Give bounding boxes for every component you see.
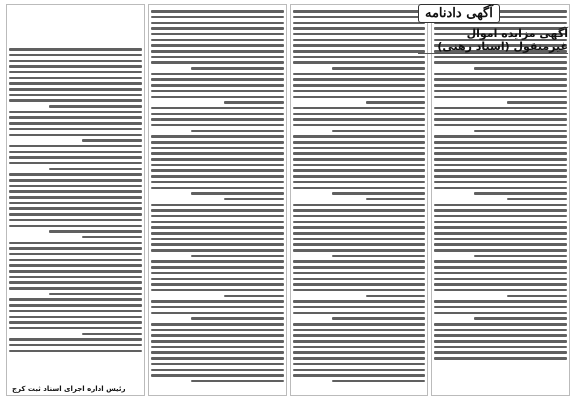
text-line	[9, 88, 142, 91]
column-4	[431, 4, 570, 396]
text-line	[151, 56, 284, 59]
text-line	[434, 84, 567, 87]
text-line	[151, 124, 284, 127]
signature-line: رئیس اداره اجرای اسناد ثبت کرج	[12, 385, 126, 393]
text-line	[366, 295, 426, 298]
text-line	[49, 293, 142, 296]
text-line	[293, 124, 426, 127]
text-line	[293, 272, 426, 275]
text-line	[151, 39, 284, 42]
text-line	[191, 130, 284, 133]
text-line	[434, 351, 567, 354]
text-line	[9, 54, 142, 57]
text-line	[9, 128, 142, 131]
text-line	[151, 73, 284, 76]
text-line	[151, 323, 284, 326]
text-line	[434, 181, 567, 184]
text-line	[293, 175, 426, 178]
text-line	[151, 141, 284, 144]
text-line	[9, 247, 142, 250]
text-line	[49, 105, 142, 108]
text-line	[293, 204, 426, 207]
text-line	[9, 225, 142, 228]
text-line	[434, 221, 567, 224]
text-line	[151, 107, 284, 110]
text-line	[293, 306, 426, 309]
text-line	[151, 113, 284, 116]
text-line	[434, 260, 567, 263]
text-line	[434, 357, 567, 360]
text-line	[151, 260, 284, 263]
text-line	[434, 90, 567, 93]
text-line	[151, 22, 284, 25]
text-line	[151, 204, 284, 207]
text-line	[9, 298, 142, 301]
text-line	[9, 270, 142, 273]
text-line	[507, 101, 567, 104]
text-line	[9, 99, 142, 102]
text-line	[293, 50, 426, 53]
text-line	[293, 363, 426, 366]
text-line	[293, 215, 426, 218]
text-line	[151, 147, 284, 150]
text-line	[293, 141, 426, 144]
text-line	[9, 219, 142, 222]
text-line	[151, 221, 284, 224]
text-line	[151, 209, 284, 212]
text-line	[9, 316, 142, 319]
text-line	[82, 236, 142, 239]
text-line	[151, 351, 284, 354]
text-line	[151, 300, 284, 303]
text-line	[474, 255, 567, 258]
text-line	[151, 10, 284, 13]
text-line	[293, 260, 426, 263]
text-line	[151, 238, 284, 241]
text-line	[434, 289, 567, 292]
text-line	[9, 94, 142, 97]
text-line	[293, 238, 426, 241]
text-line	[151, 169, 284, 172]
text-line	[9, 338, 142, 341]
text-line	[293, 73, 426, 76]
text-line	[9, 82, 142, 85]
text-line	[332, 255, 425, 258]
text-line	[293, 78, 426, 81]
text-line	[434, 266, 567, 269]
text-line	[293, 329, 426, 332]
text-line	[293, 300, 426, 303]
text-line	[9, 162, 142, 165]
text-line	[9, 287, 142, 290]
text-line	[49, 230, 142, 233]
text-line	[151, 158, 284, 161]
text-line	[224, 295, 284, 298]
text-line	[9, 116, 142, 119]
text-line	[293, 374, 426, 377]
text-line	[151, 84, 284, 87]
text-line	[9, 145, 142, 148]
text-line	[9, 344, 142, 347]
text-line	[151, 226, 284, 229]
text-line	[293, 232, 426, 235]
notice-title: آگهی مزایده اموال غیرمنقول (اسناد رهنی)	[418, 27, 568, 54]
text-line	[9, 253, 142, 256]
text-line	[434, 152, 567, 155]
text-line	[293, 334, 426, 337]
text-line	[332, 192, 425, 195]
text-line	[293, 278, 426, 281]
text-line	[434, 175, 567, 178]
text-line	[507, 295, 567, 298]
column-2	[148, 4, 287, 396]
text-line	[293, 147, 426, 150]
text-line	[332, 317, 425, 320]
text-line	[366, 198, 426, 201]
text-line	[151, 187, 284, 190]
text-line	[434, 300, 567, 303]
text-line	[9, 276, 142, 279]
text-line	[293, 44, 426, 47]
text-line	[9, 111, 142, 114]
text-line	[434, 141, 567, 144]
text-line	[434, 113, 567, 116]
text-line	[293, 187, 426, 190]
text-line	[191, 67, 284, 70]
text-line	[151, 152, 284, 155]
text-line	[434, 340, 567, 343]
text-line	[293, 61, 426, 64]
text-line	[293, 16, 426, 19]
text-line	[191, 380, 284, 383]
text-line	[191, 192, 284, 195]
text-line	[293, 226, 426, 229]
text-line	[434, 329, 567, 332]
text-line	[366, 101, 426, 104]
text-line	[434, 209, 567, 212]
text-line	[151, 329, 284, 332]
text-line	[332, 130, 425, 133]
text-line	[9, 327, 142, 330]
text-line	[434, 226, 567, 229]
text-line	[293, 22, 426, 25]
text-line	[9, 202, 142, 205]
text-line	[151, 266, 284, 269]
text-line	[434, 78, 567, 81]
text-line	[151, 118, 284, 121]
text-line	[151, 135, 284, 138]
text-line	[434, 158, 567, 161]
text-line	[293, 221, 426, 224]
text-line	[293, 84, 426, 87]
text-line	[9, 122, 142, 125]
text-line	[293, 33, 426, 36]
text-line	[151, 283, 284, 286]
text-line	[151, 272, 284, 275]
text-line	[9, 281, 142, 284]
text-line	[191, 317, 284, 320]
column-1	[6, 4, 145, 396]
text-line	[293, 243, 426, 246]
text-line	[191, 255, 284, 258]
text-line	[9, 185, 142, 188]
text-line	[293, 357, 426, 360]
text-line	[151, 357, 284, 360]
text-line	[151, 346, 284, 349]
text-line	[434, 73, 567, 76]
text-line	[293, 181, 426, 184]
text-line	[434, 323, 567, 326]
text-line	[293, 96, 426, 99]
text-line	[9, 156, 142, 159]
text-line	[9, 242, 142, 245]
text-line	[151, 215, 284, 218]
text-columns	[6, 4, 570, 396]
text-line	[293, 164, 426, 167]
text-line	[434, 346, 567, 349]
text-line	[293, 90, 426, 93]
text-line	[434, 164, 567, 167]
text-line	[434, 334, 567, 337]
text-line	[9, 77, 142, 80]
text-line	[151, 16, 284, 19]
text-line	[434, 215, 567, 218]
text-line	[82, 139, 142, 142]
text-line	[434, 312, 567, 315]
text-line	[9, 134, 142, 137]
text-line	[9, 213, 142, 216]
notice-header	[418, 4, 568, 54]
text-line	[293, 39, 426, 42]
text-line	[49, 168, 142, 171]
text-line	[9, 310, 142, 313]
text-line	[151, 44, 284, 47]
text-line	[293, 56, 426, 59]
text-line	[9, 196, 142, 199]
text-line	[151, 175, 284, 178]
text-line	[293, 351, 426, 354]
text-line	[151, 50, 284, 53]
text-line	[293, 118, 426, 121]
publication-label: آگهی دادنامه	[418, 4, 500, 23]
text-line	[151, 181, 284, 184]
text-line	[293, 249, 426, 252]
text-line	[293, 169, 426, 172]
text-line	[151, 249, 284, 252]
text-line	[9, 179, 142, 182]
text-line	[434, 283, 567, 286]
text-line	[293, 113, 426, 116]
text-line	[9, 65, 142, 68]
text-line	[9, 71, 142, 74]
text-line	[332, 67, 425, 70]
text-line	[151, 78, 284, 81]
text-line	[151, 96, 284, 99]
text-line	[434, 306, 567, 309]
text-line	[224, 198, 284, 201]
text-line	[293, 266, 426, 269]
text-line	[151, 61, 284, 64]
text-line	[332, 380, 425, 383]
text-line	[151, 243, 284, 246]
text-line	[474, 67, 567, 70]
text-line	[293, 340, 426, 343]
text-line	[434, 107, 567, 110]
text-line	[9, 173, 142, 176]
text-line	[9, 60, 142, 63]
column-3	[290, 4, 429, 396]
text-line	[151, 232, 284, 235]
text-line	[293, 107, 426, 110]
text-line	[293, 152, 426, 155]
text-line	[434, 249, 567, 252]
text-line	[507, 198, 567, 201]
text-line	[151, 306, 284, 309]
text-line	[293, 135, 426, 138]
text-line	[434, 272, 567, 275]
text-line	[434, 61, 567, 64]
text-line	[151, 289, 284, 292]
text-line	[151, 90, 284, 93]
text-line	[9, 264, 142, 267]
text-line	[151, 27, 284, 30]
text-line	[151, 374, 284, 377]
text-line	[434, 147, 567, 150]
text-line	[434, 232, 567, 235]
text-line	[9, 151, 142, 154]
text-line	[434, 169, 567, 172]
text-line	[434, 118, 567, 121]
text-line	[293, 289, 426, 292]
text-line	[9, 259, 142, 262]
text-line	[474, 192, 567, 195]
text-line	[293, 346, 426, 349]
text-line	[434, 56, 567, 59]
text-line	[9, 350, 142, 353]
text-line	[434, 238, 567, 241]
text-line	[9, 207, 142, 210]
text-line	[293, 312, 426, 315]
text-line	[9, 321, 142, 324]
text-line	[151, 369, 284, 372]
text-line	[434, 135, 567, 138]
text-line	[293, 27, 426, 30]
text-line	[434, 204, 567, 207]
text-line	[151, 340, 284, 343]
text-line	[9, 304, 142, 307]
text-line	[474, 130, 567, 133]
text-line	[151, 312, 284, 315]
text-line	[151, 334, 284, 337]
text-line	[434, 187, 567, 190]
text-line	[293, 10, 426, 13]
text-line	[293, 323, 426, 326]
text-line	[82, 333, 142, 336]
text-line	[224, 101, 284, 104]
text-line	[293, 158, 426, 161]
text-line	[474, 317, 567, 320]
text-line	[293, 209, 426, 212]
text-line	[151, 278, 284, 281]
text-line	[151, 33, 284, 36]
text-line	[434, 96, 567, 99]
text-line	[293, 283, 426, 286]
text-line	[151, 363, 284, 366]
text-line	[151, 164, 284, 167]
text-line	[434, 243, 567, 246]
text-line	[9, 48, 142, 51]
text-line	[434, 124, 567, 127]
text-line	[9, 190, 142, 193]
text-line	[434, 278, 567, 281]
text-line	[293, 369, 426, 372]
